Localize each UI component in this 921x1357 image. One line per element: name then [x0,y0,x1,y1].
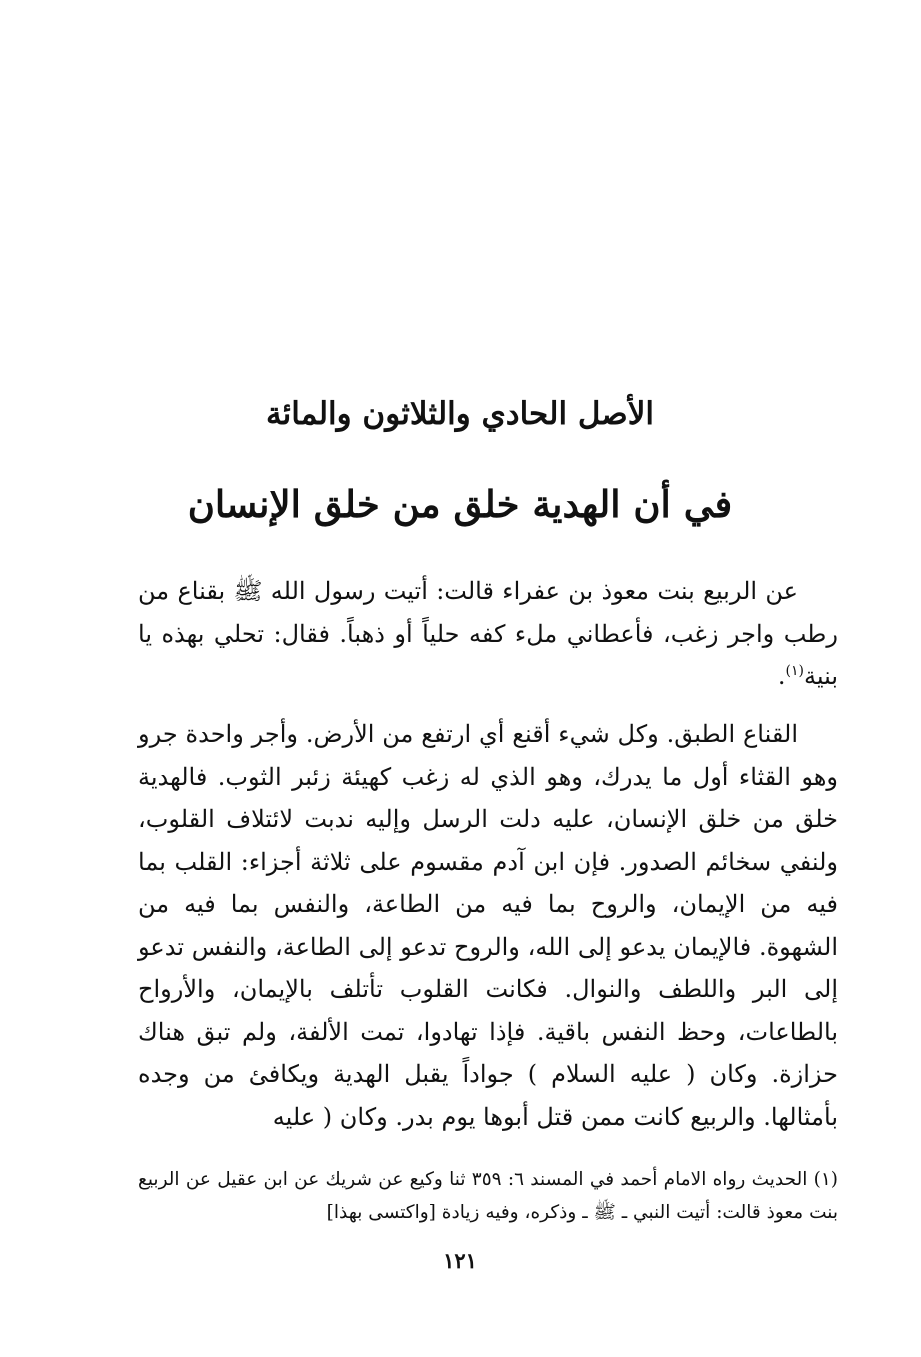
page-number: ١٢١ [443,1248,477,1273]
chapter-title: الأصل الحادي والثلاثون والمائة [266,396,654,432]
footnote: (١) الحديث رواه الامام أحمد في المسند ٦: ٣٥٩ ثنا وكيع عن شريك عن ابن عقيل عن الربيع بنت معوذ قالت: أتيت النبي ـ ﷺ ـ وذكره، وفيه زيادة [واكتسى بهذا] [138,1169,838,1223]
hadith-end-punctuation: . [777,662,786,690]
footnote-reference: (١) [785,663,804,679]
chapter-subtitle: في أن الهدية خلق من خلق الإنسان [187,482,733,526]
commentary-paragraph: القناع الطبق. وكل شيء أقنع أي ارتفع من الأرض. وأجر واحدة جرو وهو القثاء أول ما يدرك، وهو الذي له زغب كهيئة زئبر الثوب. فالهدية خلق من خلق الإنسان، عليه دلت الرسل وإليه ندبت لائتلاف القلوب، ولنفي سخائم الصدور. فإن ابن آدم مقسوم على ثلاثة أجزاء: القلب بما فيه من الإيمان، والروح بما فيه من الطاعة، والنفس بما فيه من الشهوة. فالإيمان يدعو إلى الله، والروح تدعو إلى الطاعة، والنفس تدعو إلى البر واللطف والنوال. فكانت القلوب تأتلف بالإيمان، والأرواح بالطاعات، وحظ النفس باقية. فإذا تهادوا، تمت الألفة، ولم تبق هناك حزازة. وكان ( عليه السلام ) جواداً يقبل الهدية ويكافئ من وجده بأمثالها. والربيع كانت ممن قتل أبوها يوم بدر. وكان ( عليه [138,720,838,1131]
hadith-paragraph [138,570,838,698]
hadith-text: عن الربيع بنت معوذ بن عفراء قالت: أتيت رسول الله ﷺ بقناع من رطب واجر زغب، فأعطاني ملء كفه حلياً أو ذهباً. فقال: تحلي بهذه يا بنية [138,577,838,690]
